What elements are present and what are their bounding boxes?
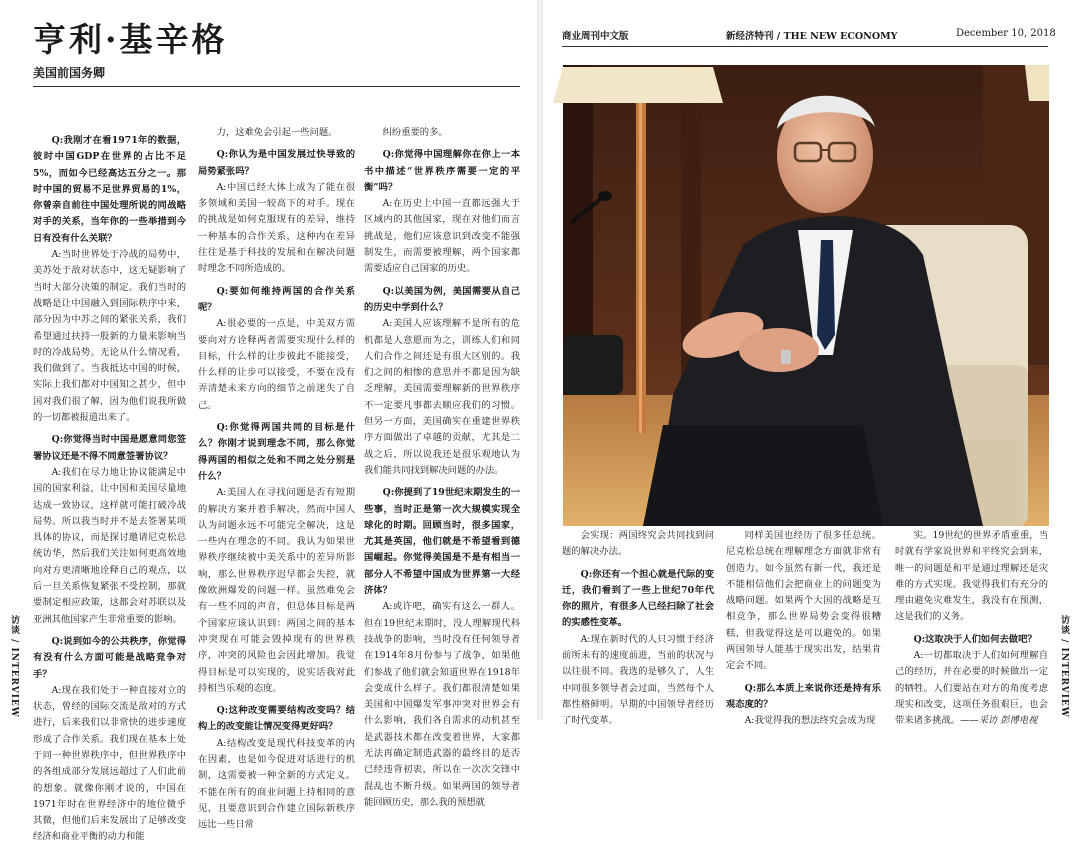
interview-question: Q:我刚才在看1971年的数据，彼时中国GDP在世界的占比不足5%，而如今已经高达五分之一。那时中国的贸易不足世界贸易的1%，你曾亲自前往中国处理所说的同战略对手的关系，当年你的一些举措到今日有没有什么关联？: [33, 135, 186, 244]
page-title: 亨利·基辛格: [33, 20, 228, 59]
photo-illustration: [563, 65, 1049, 526]
interview-answer: A:在历史上中国一直都远强大于区域内的其他国家，现在对他们而言挑战是，他们应该意识到改变不能强制发生，而需要被理解，两个国家都需要适应自己国家的历史。: [364, 198, 520, 275]
article-column-6: [895, 528, 1048, 727]
interview-answer: A:一切都取决于人们如何理解自己的经历，并在必要的时候做出一定的牺牲。人们要站在对方的角度考虑现实和改变，这项任务很艰巨，也会带来诸多挑战。——采访 彭博电视: [895, 650, 1048, 727]
interview-answer: 纠纷重要的多。: [382, 127, 448, 138]
interview-question: Q:以美国为例，美国需要从自己的历史中学到什么？: [364, 285, 520, 313]
interview-question: Q:你觉得当时中国是愿意同您签署协议还是不得不同意签署协议？: [33, 434, 186, 462]
interview-question: Q:这种改变需要结构改变吗？结构上的改变能让情况变得更好吗？: [198, 705, 355, 733]
interview-question: Q:你觉得两国共同的目标是什么？你刚才说到理念不同，那么你觉得两国的相似之处和不同之处分别是什么？: [198, 422, 355, 482]
interview-question: Q:要如何维持两国的合作关系呢？: [198, 285, 355, 313]
interview-answer: A:美国人应该理解不是所有的危机都是人意愿而为之，训练人们和同人们合作之间还是有很大区别的。我们之间的相惨的意思并不都是因为缺乏理解，美国需要理解新的世界秩序不一定要凡事都去顺应我们的习惯。但另一方面，美国确实在重建世界秩序方面做出了卓越的贡献，尤其是二战之后，所以说我还是很乐观地认为我们能共同找到解决问题的办法。: [364, 318, 520, 476]
interview-answer: A:美国人在寻找问题是否有短期的解决方案并着手解决，然而中国人认为问题永远不可能完全解决，这是一些内在理念的不同。我认为如果世界秩序继续被中美关系中的差异所影响，那么世界秩序迟早都会失控，就像欧洲爆发的问题一样。虽然难免会有一些不同的声音，但总体目标是两个国家应该认识到：两国之间的基本冲突现在可能会毁掉现有的世界秩序，冲突的风险也会因此增加。我觉得目标是可以实现的，说实话我对此持相当乐观的态度。: [198, 487, 355, 694]
section-label-left: 访谈 / INTERVIEW: [9, 615, 19, 718]
interview-answer: 力，这难免会引起一些问题。: [216, 127, 338, 138]
interview-answer: 会实现：两国终究会共同找到问题的解决办法。: [562, 530, 714, 558]
interview-answer: A:我们在尽力地让协议能满足中国的国家利益，让中国和美国尽量地达成一致协议，这样就可能打破冷战局势。所以我当时并不是去签署某项具体的协议，而是探讨邀请尼克松总统访华，然后我们关注如何更高效地向对方更清晰地诠释自己的观点，以后一旦关系恢复紧张不受控制，那就要制定相应政策，这都会对苏联以及亚洲其他国家产生非常重要的影响。: [33, 466, 186, 625]
interview-answer: A:当时世界处于冷战的局势中，美苏处于敌对状态中，这无疑影响了当时大部分决策的制定。我们当时的战略是让中国融入到国际秩序中来，部分因为中苏之间的紧张关系，我们希望通过扶持一股新的力量来影响当时的冷战局势。无论从什么情况看，我们做到了。当我抵达中国的时候，实际上我们都对中国知之甚少，但中国对我们很了解，因为他们说我所做的一切都被报道出来了。: [33, 249, 186, 424]
interview-answer: A:中国已经大体上成为了能在很多领域和美国一较高下的对手。现在的挑战是如何克服现有的差异，维持一种基本的合作关系，这种内在差异往往是基于科技的发展和在解决问题时理念不同所造成的。: [198, 181, 355, 275]
interview-question: Q:你还有一个担心就是代际的变迁，我们看到了一些上世纪70年代你的照片，有很多人已经扫除了社会的实感性变革。: [562, 568, 714, 629]
interview-question: Q:这取决于人们如何去做吧？: [913, 633, 1037, 645]
interview-answer: 同样美国也经历了很多任总统。尼克松总统在理解理念方面就非常有创造力。如今虽然有新一代，我还是不能相信他们会把商业上的问题变为战略问题。如果两个大国的战略是互相竞争，那么世界局势会变得很糟糕，但我觉得这是可以避免的。如果两国领导人能基于现实出发，结果肯定会不同。: [726, 530, 881, 672]
interview-answer: A:或许吧，确实有这么一群人。但在19世纪末期时，没人理解现代科技战争的影响，当时没有任何领导者在1914年8月份参与了战争，如果他们参战了他们就会知道世界在1918年会变成什么样子。我们都很清楚如果美国和中国爆发军事冲突对世界会有什么影响，我们各自需求的动机甚至是武器技术都在改变着世界，大家都无法再确定制造武器的最终目的是否已经违背初衷，所以在一次次交锋中混乱也不断升级。如果两国的领导者能回顾历史，那么我的预想就: [364, 601, 520, 808]
interview-question: Q:那么本质上来说你还是持有乐观态度的？: [726, 682, 881, 710]
section-label-right: 访谈 / INTERVIEW: [1059, 615, 1069, 718]
interview-question: Q:说到如今的公共秩序，你觉得有没有什么方面可能是战略竞争对手？: [33, 635, 186, 680]
interview-answer: A:现在我们处于一种直接对立的状态，曾经的国际交流是敌对的方式进行，后来我们以非常快的进步速度形成了合作关系。我们现在基本上处于同一种世界秩序中，但世界秩序中的各组成部分发展远超过了人们此前的想象。就像你刚才说的，中国在1971年时在世界经济中的地位微乎其微，但他们后来发展出了足够改变经济和商业平衡的动力和能: [33, 684, 186, 843]
article-column-5: [726, 528, 881, 727]
header-rule: [562, 46, 1048, 47]
interview-question: Q:你提到了19世纪末期发生的一些事，当时正是第一次大规模实现全球化的时期。回顾当时，很多国家，尤其是英国，他们就是不希望看到德国崛起。你觉得美国是不是有相当一部分人不希望中国成为世界第一大经济体？: [364, 487, 520, 597]
interview-photo: [563, 65, 1049, 526]
interview-answer: 实。19世纪的世界矛盾重重，当时就有学家说世界和平终究会到来，唯一的问题是和平是通过理解还是灾难的方式实现。我觉得我们有充分的理由避免灾难发生，我没有在预测，这是我们的义务。: [895, 530, 1048, 623]
interview-question: Q:你觉得中国理解你在你上一本书中描述“世界秩序需要一定的平衡”吗？: [364, 149, 520, 193]
issue-date: December 10, 2018: [956, 28, 1056, 39]
interview-source: ——采访 彭博电视: [960, 715, 1038, 727]
interview-question: Q:你认为是中国发展过快导致的局势紧张吗？: [198, 149, 355, 177]
interview-answer: A:很必要的一点是，中美双方需要向对方诠释两者需要实现什么样的目标，什么样的让步彼此不能接受，什么样的让步可以接受，不要在没有弄清楚未来方向的细节之前迷失了自己。: [198, 318, 355, 411]
interview-answer: A:现在新时代的人只习惯于经济前所未有的速度前进，当前的状况与以往很不同。我选的是够久了，人生中同很多领导者会过面，当然每个人都性格鲜明。早期的中国领导者经历了时代变革。: [562, 633, 714, 727]
page-subtitle: 美国前国务卿: [33, 66, 106, 80]
running-header-section: 新经济特刊 / THE NEW ECONOMY: [726, 31, 898, 42]
article-column-4: [562, 528, 714, 727]
running-header-left: 商业周刊中文版: [562, 31, 629, 42]
interview-answer: A:我觉得我的想法终究会成为现: [744, 715, 876, 727]
interview-answer: A:结构改变是现代科技变革的内在因素，也是如今促进对话进行的机制，这需要被一种全新的方式定义。不能在所有的商业问题上持相同的意见，且要意识到合作建立国际新秩序远比一些日常: [198, 737, 355, 831]
